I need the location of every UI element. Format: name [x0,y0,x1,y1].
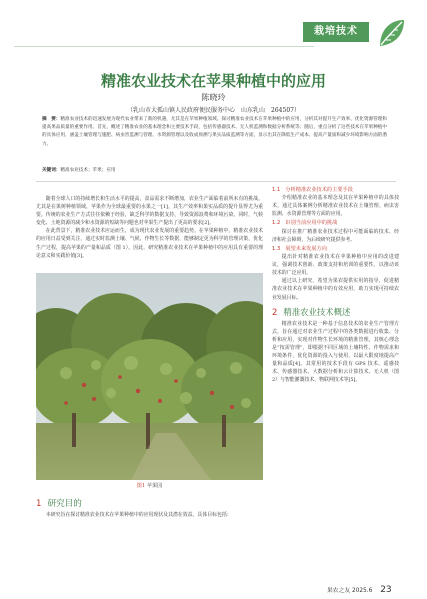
section-2-heading [272,304,399,320]
leaf-icon [374,16,408,50]
figure-number: 图1 [136,483,146,489]
page-footer [327,585,392,595]
section-1-title: 研究目的 [47,499,82,509]
intro-paragraph-2: 在此背景下，精准农业技术应运而生，成为现代农业发展的重要趋势。在苹果种植中，精准农业技术的应用日益受到关注，通过实时监测土壤、气候、作物生长等数据，能够制定更为科学的管理决策，优化生产过程，提高苹果的产量和品质（图 1）。因此，研究精准农业技术在苹果种植中的应用具有重要的理论意义和实践价值[3]。 [36,228,263,259]
subsection-1-3-text-b: 通过以上研究，希望为果农提供实用的指导，促进精准农业技术在苹果种植中的有效应用，助力实现可持续农业发展目标。 [272,278,399,301]
journal-name: 果农之友 [327,588,351,594]
subsection-1-2-text: 探讨在推广精准农业技术过程中可能面临的技术、经济和社会障碍，为后续研究提供参考。 [272,228,399,243]
page-number: 23 [380,585,392,595]
section-1-text: 本研究旨在探讨精准农业技术在苹果种植中的应用现状及其潜在效益。具体目标包括： [45,512,232,518]
subsection-1-3-heading: 1.3 展望未来发展方向 [272,245,327,252]
right-column [272,185,399,384]
subsection-1-3-text-a: 提出针对精准农业技术在苹果种植中应用的改进建议，强调技术创新、政策支持和培训的重要性，以推动该技术的广泛应用。 [272,254,399,277]
section-tab: 栽培技术 [303,22,369,42]
section-2-text: 精准农业技术是一种基于信息技术的农业生产管理方式，旨在通过对农业生产过程中的各类数据进行收集、分析和应用，实现对作物生长环境的精准管理。其核心理念是“按需管理”，即根据不同区域的土壤特性、作物需求和环境条件，优化资源的投入与使用，以最大限度地提高产量和品质[4]。其常用的技术手段有 GPS 技术、遥感技术、传感器技术、大数据分析和云计算技术、无人机（图 2）与智能灌溉技术、物联网技术等[5]。 [272,320,399,384]
abstract-text: 精准农业技术的迅速发展为现代农业带来了新的机遇，尤其是在苹果种植领域。探讨精准农业技术在苹果种植中的应用，分析其对提升生产效率、优化资源管理和提高果品质量的重要作用。首先，概述了精准农业的基本理念和主要技术手段，包括传感器技术、无人机监测和数据分析系统等；随后，重点分析了这些技术在苹果种植中的具体应用，涵盖土壤管理与施肥、病虫害监测与管理、水资源管理以及收成预测与果实品质监测等方面，显示出其在降低生产成本、提高产量质和减少环境影响方面的潜力。 [42,117,387,147]
orchard-photo [36,273,263,480]
subsection-1-2-heading: 1.2 识别当前应用中的挑战 [272,220,338,227]
header-rule [14,46,314,47]
section-2-title: 精准农业技术概述 [283,306,351,317]
intro-column [36,195,263,260]
keywords-label: 关键词： [42,168,61,173]
section-1-number: 1 [36,499,42,509]
subsection-1-1-heading: 1.1 分析精准农业技术的主要手段 [272,187,353,193]
keywords [42,167,387,175]
section-2-number: 2 [272,306,278,317]
intro-paragraph-1: 随着全球人口的持续增长和生活水平的提高，食品需求不断增加，农业生产面临着前所未有的挑战。尤其是在果树种植领域，苹果作为全球最重要的水果之一[1]，其生产效率和果实品质的提升显得尤为重要。传统的农业生产方式往往依赖于经验，缺乏科学的数据支持，导致资源浪费和环境污染。同时，气候变化、土地资源的减少和水资源的短缺等问题也对苹果生产提出了更高的要求[2]。 [36,196,263,227]
section-1-heading [36,497,263,509]
abstract-label: 摘 要： [42,117,61,122]
keywords-text: 精准农业技术；苹果；应用 [60,168,116,173]
abstract [42,116,387,149]
journal-issue: 2025.6 [352,588,373,594]
subsection-1-1-text: 介绍精准农业的基本理念及其在苹果种植中的具体技术，通过具体案例分析精准农业技术在土壤管理、病虫害监测、水资源管理等方面的应用。 [272,195,399,218]
abstract-divider [36,181,396,182]
author-affiliation: （乳山市大孤山镇人民政府便民服务中心 山东乳山 264507） [127,107,300,114]
article-title: 精准农业技术在苹果种植中的应用 [100,72,326,90]
page-header [0,0,427,50]
figure-caption [36,482,263,489]
article-author: 陈晓玲 [201,93,226,102]
figure-caption-text: 苹果园 [146,483,163,489]
